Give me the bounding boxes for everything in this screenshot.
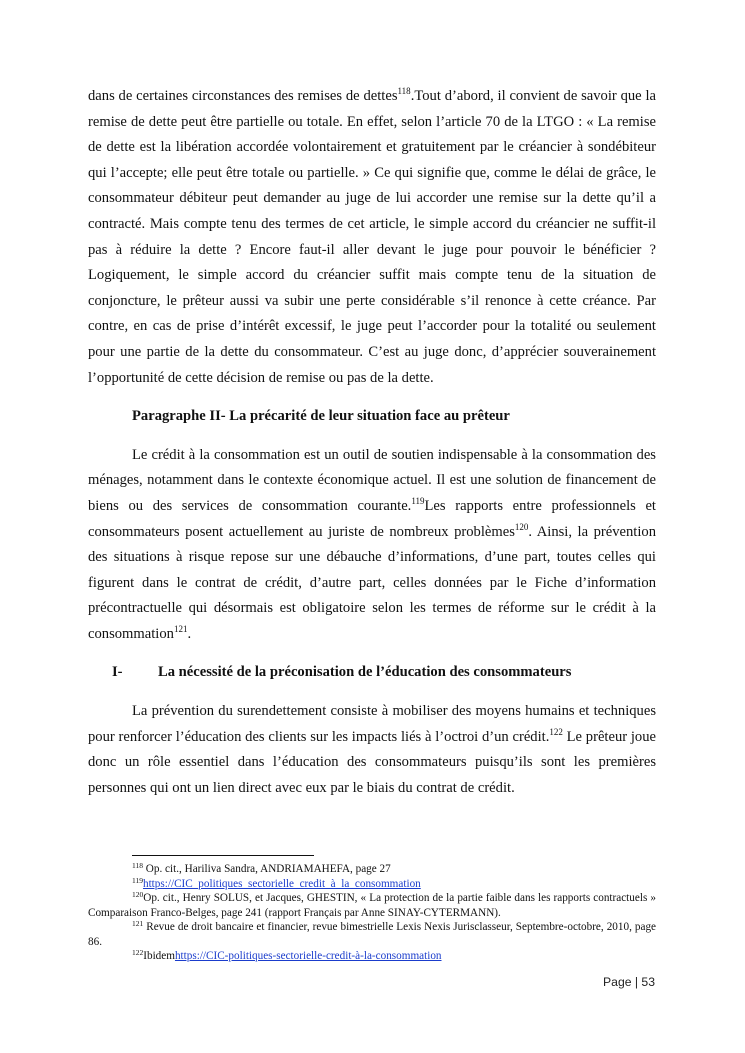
paragraph-text: .Tout d’abord, il convient de savoir que la remise de dette peut être partielle ou totale. En effet, selon l’article 70 de la LTGO : « La remise de dette est la libération accordée volontairement et gratuitement par le créancier à sondébiteur qui l’accepte; elle peut être totale ou partielle. » Ce qui signifie que, comme le délai de grâce, le consommateur débiteur peut demander au juge de lui accorder une remise sur la dette qu’il a contracté. Mais compte tenu des termes de cet article, le simple accord du créancier ne suffit-il pas à réduire la dette ? Encore faut-il aller devant le juge pour pouvoir le bénéficier ? Logiquement, le simple accord du créancier suffit mais compte tenu de la situation de conjoncture, le prêteur aussi va subir une perte considérable s’il renonce à cette créance. Par contre, en cas de prise d’intérêt excessif, le juge peut l’accorder pour la totalité ou seulement pour une partie de la dette du consommateur. C’est au juge donc, d’apprécier souverainement l’opportunité de cette décision de remise ou pas de la dette.: [88, 88, 656, 386]
footnote-120: [88, 891, 656, 920]
footnote-ref-122[interactable]: 122: [549, 726, 563, 737]
footnote-121: [88, 920, 656, 949]
footnote-link[interactable]: https://CIC_politiques_sectorielle_credit_à_la_consommation: [142, 877, 421, 890]
footnote-ref-121[interactable]: 121: [173, 623, 188, 634]
page-number: Page | 53: [603, 975, 655, 989]
paragraph-text: Le prêteur joue donc un rôle essentiel dans l’éducation des consommateurs puisqu’ils sont les premières personnes qui ont un lien direct avec eux par le biais du contrat de crédit.: [88, 728, 656, 796]
footnote-118: [88, 862, 656, 877]
footnote-text: Revue de droit bancaire et financier, revue bimestrielle Lexis Nexis Jurisclasseur, Septembre-octobre, 2010, page 86.: [88, 921, 656, 948]
footnote-number: 122: [132, 948, 144, 957]
footnote-separator: [132, 855, 314, 856]
heading-section-i: [88, 660, 656, 686]
footnote-number: 118: [132, 861, 143, 870]
footnote-number: 120: [132, 890, 144, 899]
footnote-ref-118[interactable]: 118: [397, 86, 411, 96]
footnote-link[interactable]: https://CIC-politiques-sectorielle-credit-à-la-consommation: [174, 950, 442, 962]
footnotes-section: [88, 855, 656, 964]
paragraph-text: La prévention du surendettement consiste à mobiliser des moyens humains et techniques pour renforcer l’éducation des clients sur les impacts liés à l’octroi d’un crédit.: [88, 703, 656, 745]
footnote-number: 121: [132, 919, 144, 928]
paragraph-text: Les rapports entre professionnels et consommateurs posent actuellement au juriste de nombreux problèmes: [88, 497, 656, 540]
section-number: I-: [112, 664, 123, 681]
paragraph-remise-de-dette: [88, 84, 656, 391]
paragraph-text: .: [187, 625, 192, 642]
footnote-122: [88, 949, 656, 964]
paragraph-text: dans de certaines circonstances des remises de dettes: [88, 88, 398, 104]
footnote-text: Op. cit., Henry SOLUS, et Jacques, GHESTIN, « La protection de la partie faible dans les rapports contractuels » Comparaison Franco-Belges, page 241 (rapport Français par Anne SINAY-CYTERMANN).: [88, 892, 656, 919]
section-title: La nécessité de la préconisation de l’éducation des consommateurs: [158, 664, 572, 681]
footnote-ref-120[interactable]: 120: [514, 521, 529, 532]
footnote-number: 119: [132, 875, 143, 885]
paragraph-credit-consommation: [88, 443, 656, 648]
footnote-text: Op. cit., Hariliva Sandra, ANDRIAMAHEFA, page 27: [142, 863, 391, 875]
heading-paragraphe-ii: Paragraphe II- La précarité de leur situation face au prêteur: [132, 408, 510, 425]
paragraph-text: . Ainsi, la prévention des situations à risque repose sur une débauche d’informations, d’une part, toutes celles qui figurent dans le contrat de crédit, d’autre part, celles données par le Fiche d’information précontractuelle qui désormais est obligatoire selon les termes de réforme sur le crédit à la consommation: [88, 523, 656, 642]
document-body: [88, 84, 656, 801]
paragraph-prevention: [88, 699, 656, 801]
paragraph-text: Le crédit à la consommation est un outil de soutien indispensable à la consommation des ménages, notamment dans le contexte économique actuel. Il est une solution de financement de biens ou des services de consommation courante.: [88, 446, 656, 514]
footnote-text: Ibidem: [143, 950, 175, 962]
footnote-119: [88, 877, 656, 892]
footnote-ref-119[interactable]: 119: [411, 495, 425, 506]
